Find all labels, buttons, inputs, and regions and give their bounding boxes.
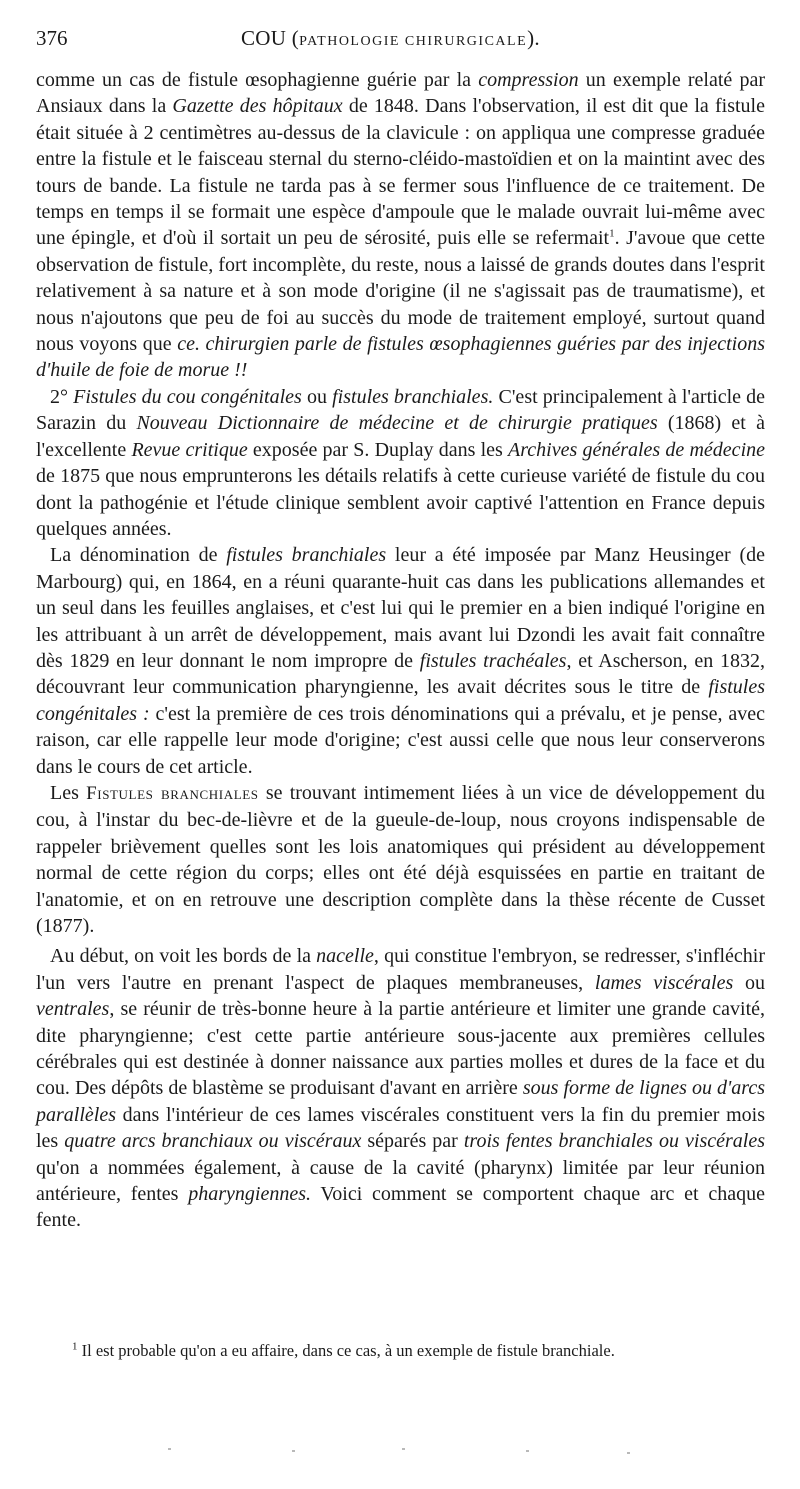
page-header (36, 26, 764, 56)
footnote (36, 1340, 765, 1362)
scan-speck (168, 1448, 171, 1450)
paragraph-congenital-fistulas: 2° Fistules du cou congénitales ou fistules branchiales. C'est principalement à l'article de Sarazin du Nouveau Dictionnaire de médecine et de chirurgie pratiques (1868) et à l'excellente Revue critique exposée par S. Duplay dans les Archives générales de médecine de 1875 que nous emprunterons les détails relatifs à cette curieuse variété de fistule du cou dont la pathogénie et l'étude clinique semblent avoir captivé l'attention en France depuis quelques années. (36, 385, 766, 540)
page-number: 376 (36, 26, 68, 50)
running-title: COU (PATHOLOGIE CHIRURGICALE). (241, 26, 540, 50)
body-text (36, 67, 765, 1234)
scan-speck (526, 1450, 529, 1452)
paragraph-development: Les Fistules branchiales se trouvant intimement liées à un vice de développement du cou, à l'instar du bec-de-lièvre et de la gueule-de-loup, nous croyons indispensable de rappeler brièvement quelles sont les lois anatomiques qui président au développement normal de cette région du corps; elles ont été déjà esquissées en partie en traitant de l'anatomie, et on en retrouve une description complète dans la thèse récente de Cusset (1877). (36, 781, 765, 937)
paragraph-embryology: Au début, on voit les bords de la nacelle, qui constitue l'embryon, se redresser, s'infléchir l'un vers l'autre en prenant l'aspect de plaques membraneuses, lames viscérales ou ventrales, se réunir de très-bonne heure à la partie antérieure et limiter une grande cavité, dite pharyngienne; c'est cette partie antérieure sous-jacente aux premières cellules cérébrales qui est destinée à donner naissance aux parties molles et dures de la face et du cou. Des dépôts de blastème se produisant d'avant en arrière sous forme de lignes ou d'arcs parallèles dans l'intérieur de ces lames viscérales constituent vers la fin du premier mois les quatre arcs branchiaux ou viscéraux séparés par trois fentes branchiales ou viscérales qu'on a nommées également, à cause de la cavité (pharynx) limitée par leur réunion antérieure, fentes pharyngiennes. Voici comment se comportent chaque arc et chaque fente. (36, 945, 766, 1232)
scan-speck (402, 1448, 405, 1450)
scan-specks (0, 1440, 800, 1470)
footnote-text: Il est probable qu'on a eu affaire, dans ce cas, à un exemple de fistule branchiale. (77, 1341, 615, 1360)
paragraph-denomination: La dénomination de fistules branchiales leur a été imposée par Manz Heusinger (de Marbourg) qui, en 1864, en a réuni quarante-huit cas dans les publications allemandes et un seul dans les feuilles anglaises, et c'est lui qui le premier en a bien indiqué l'origine en les attribuant à un arrêt de développement, mais avant lui Dzondi les avait fait connaître dès 1829 en leur donnant le nom impropre de fistules trachéales, et Ascherson, en 1832, découvrant leur communication pharyngienne, les avait décrites sous le titre de fistules congénitales : c'est la première de ces trois dénominations qui a prévalu, et je pense, avec raison, car elle rappelle leur mode d'origine; c'est aussi celle que nous leur conserverons dans le cours de cet article. (36, 544, 766, 778)
footnote-marker: 1 (72, 1340, 78, 1353)
footnote-ref: 1 (609, 227, 615, 240)
scan-speck (292, 1450, 295, 1452)
scan-speck (627, 1452, 630, 1454)
running-title-subtitle: PATHOLOGIE CHIRURGICALE (299, 34, 528, 49)
paragraph-continuation: comme un cas de fistule œsophagienne guérie par la compression un exemple relaté par Ansiaux dans la Gazette des hôpitaux de 1848. Dans l'observation, il est dit que la fistule était située à 2 centimètres au-dessus de la clavicule : on appliqua une compresse graduée entre la fistule et le faisceau sternal du sterno-cléido-mastoïdien et on la maintint avec des tours de bande. La fistule ne tarda pas à se fermer sous l'influence de ce traitement. De temps en temps il se formait une espèce d'ampoule que le malade ouvrait lui-même avec une épingle, et d'où il sortait un peu de sérosité, puis elle se refermait$^1$. J'avoue que cette observation de fistule, fort incomplète, du reste, nous a laissé de grands doutes dans l'esprit relativement à sa nature et à son mode d'origine (il ne s'agissait pas de traumatisme), et nous n'ajoutons que peu de foi au succès du mode de traitement employé, surtout quand nous voyons que ce. chirurgien parle de fistules œsophagiennes guéries par des injections d'huile de foie de morue !! (36, 69, 765, 382)
